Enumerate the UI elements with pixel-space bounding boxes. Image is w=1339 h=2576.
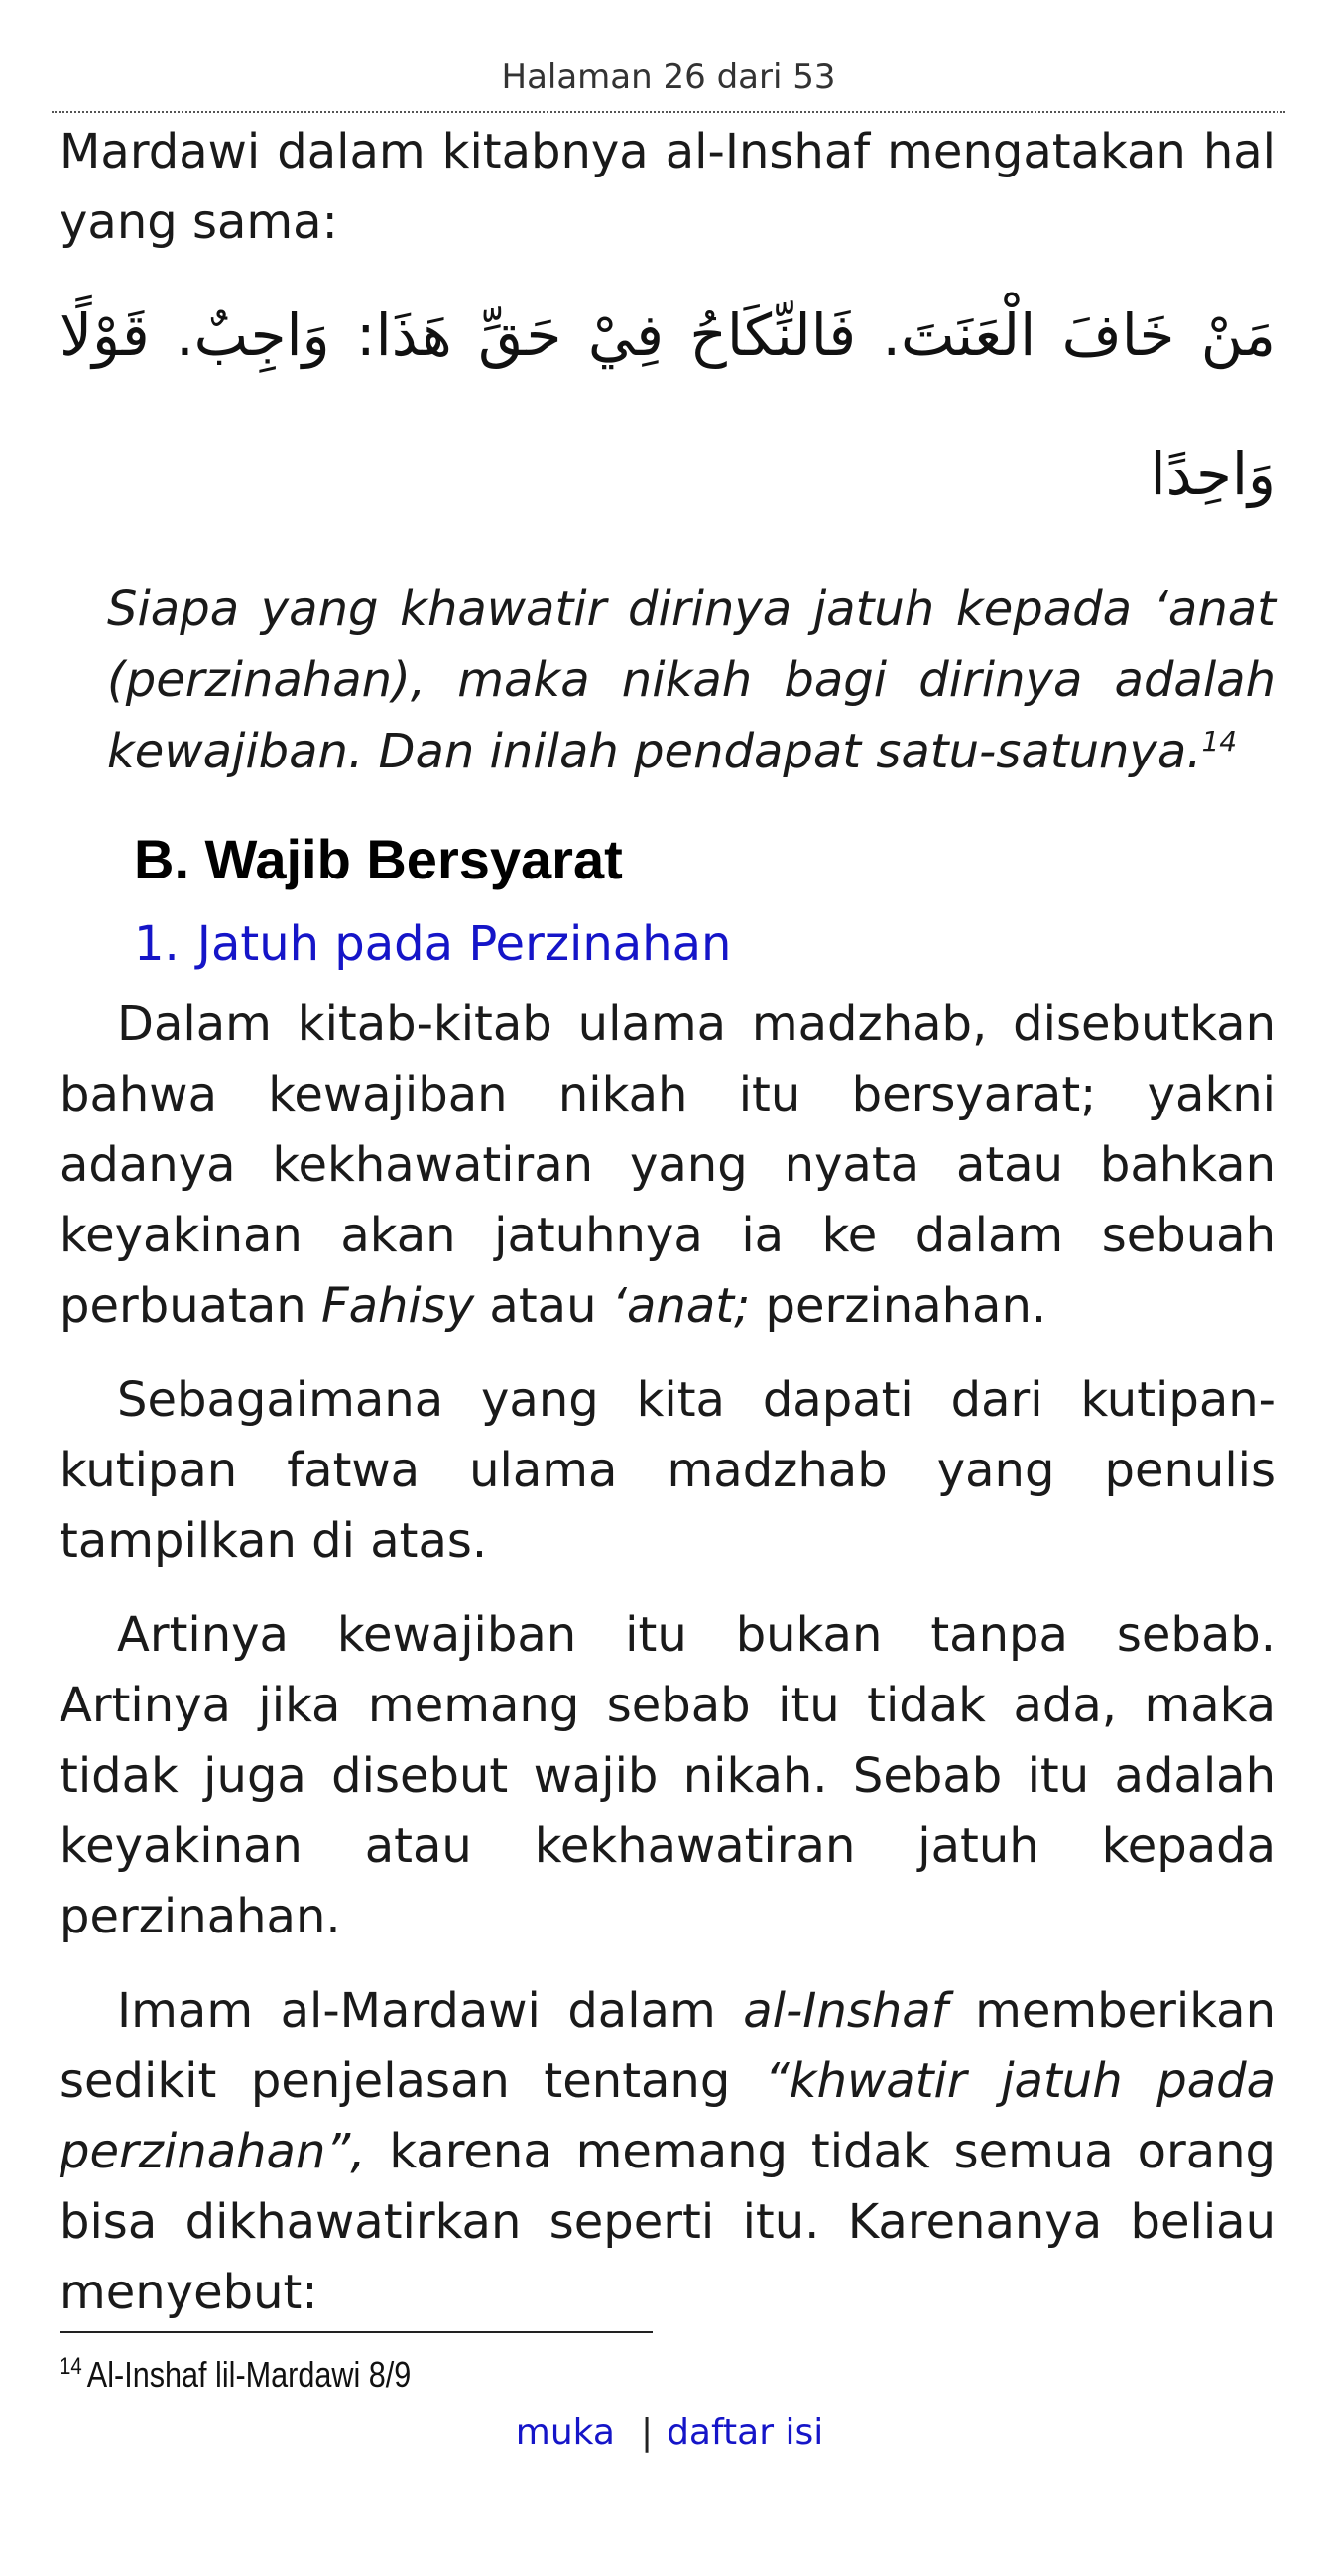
footnote-number: 14 bbox=[60, 2353, 82, 2380]
page-number-header: Halaman 26 dari 53 bbox=[501, 58, 836, 97]
subsection-heading bbox=[134, 912, 1276, 976]
header-divider bbox=[52, 111, 1285, 113]
paragraph-1-text-c: perzinahan. bbox=[750, 1278, 1047, 1334]
subsection-number: 1. bbox=[134, 916, 180, 972]
page-navigation bbox=[0, 2409, 1339, 2457]
paragraph-4 bbox=[60, 1976, 1276, 2328]
paragraph-1-italic-fahisy: Fahisy bbox=[320, 1278, 475, 1334]
arabic-quote: مَنْ خَافَ الْعَنَتَ. فَالنِّكَاحُ فِيْ حَقِّ هَذَا: وَاجِبٌ. قَوْلًا وَاحِدًا bbox=[60, 301, 1276, 508]
paragraph-2: Sebagaimana yang kita dapati dari kutipan-kutipan fatwa ulama madzhab yang penulis tampilkan di atas. bbox=[60, 1372, 1276, 1569]
page-content bbox=[60, 117, 1276, 2328]
paragraph-1-text-a: Dalam kitab-kitab ulama madzhab, disebutkan bahwa kewajiban nikah itu bersyarat; yakni adanya kekhawatiran yang nyata atau bahkan keyakinan akan jatuhnya ia ke dalam sebuah perbuatan bbox=[60, 996, 1276, 1334]
footnote-reference[interactable]: 14 bbox=[1201, 725, 1238, 758]
paragraph-4-text-b: memberikan sedikit penjelasan tentang bbox=[60, 1983, 1277, 2109]
nav-separator: | bbox=[640, 2412, 654, 2453]
paragraph-4-italic-inshaf: al-Inshaf bbox=[743, 1983, 948, 2039]
paragraph-4-italic-quote: “khwatir jatuh pada perzinahan”, bbox=[60, 2053, 1276, 2179]
paragraph-1-italic-anat: ‘anat; bbox=[611, 1278, 751, 1334]
paragraph-1 bbox=[60, 990, 1276, 1342]
footnote bbox=[60, 2352, 411, 2398]
intro-paragraph: Mardawi dalam kitabnya al-Inshaf mengatakan hal yang sama: bbox=[60, 124, 1276, 250]
translation-quote bbox=[107, 573, 1276, 787]
footnote-text: Al-Inshaf lil-Mardawi 8/9 bbox=[86, 2354, 412, 2395]
home-link[interactable]: muka bbox=[515, 2412, 615, 2453]
footnote-divider bbox=[60, 2331, 653, 2333]
subsection-title: Jatuh pada Perzinahan bbox=[196, 916, 732, 972]
section-heading: B. Wajib Bersyarat bbox=[134, 828, 623, 890]
paragraph-4-text-c: karena memang tidak semua orang bisa dikhawatirkan seperti itu. Karenanya beliau menyebut: bbox=[60, 2124, 1276, 2320]
paragraph-3: Artinya kewajiban itu bukan tanpa sebab. Artinya jika memang sebab itu tidak ada, maka tidak juga disebut wajib nikah. Sebab itu adalah keyakinan atau kekhawatiran jatuh kepada perzinahan. bbox=[60, 1607, 1276, 1944]
table-of-contents-link[interactable]: daftar isi bbox=[667, 2412, 824, 2453]
paragraph-1-text-b: atau bbox=[474, 1278, 612, 1334]
translation-text: Siapa yang khawatir dirinya jatuh kepada ‘anat (perzinahan), maka nikah bagi dirinya adalah kewajiban. Dan inilah pendapat satu-satunya. bbox=[107, 581, 1276, 779]
paragraph-4-text-a: Imam al-Mardawi dalam bbox=[117, 1983, 744, 2039]
